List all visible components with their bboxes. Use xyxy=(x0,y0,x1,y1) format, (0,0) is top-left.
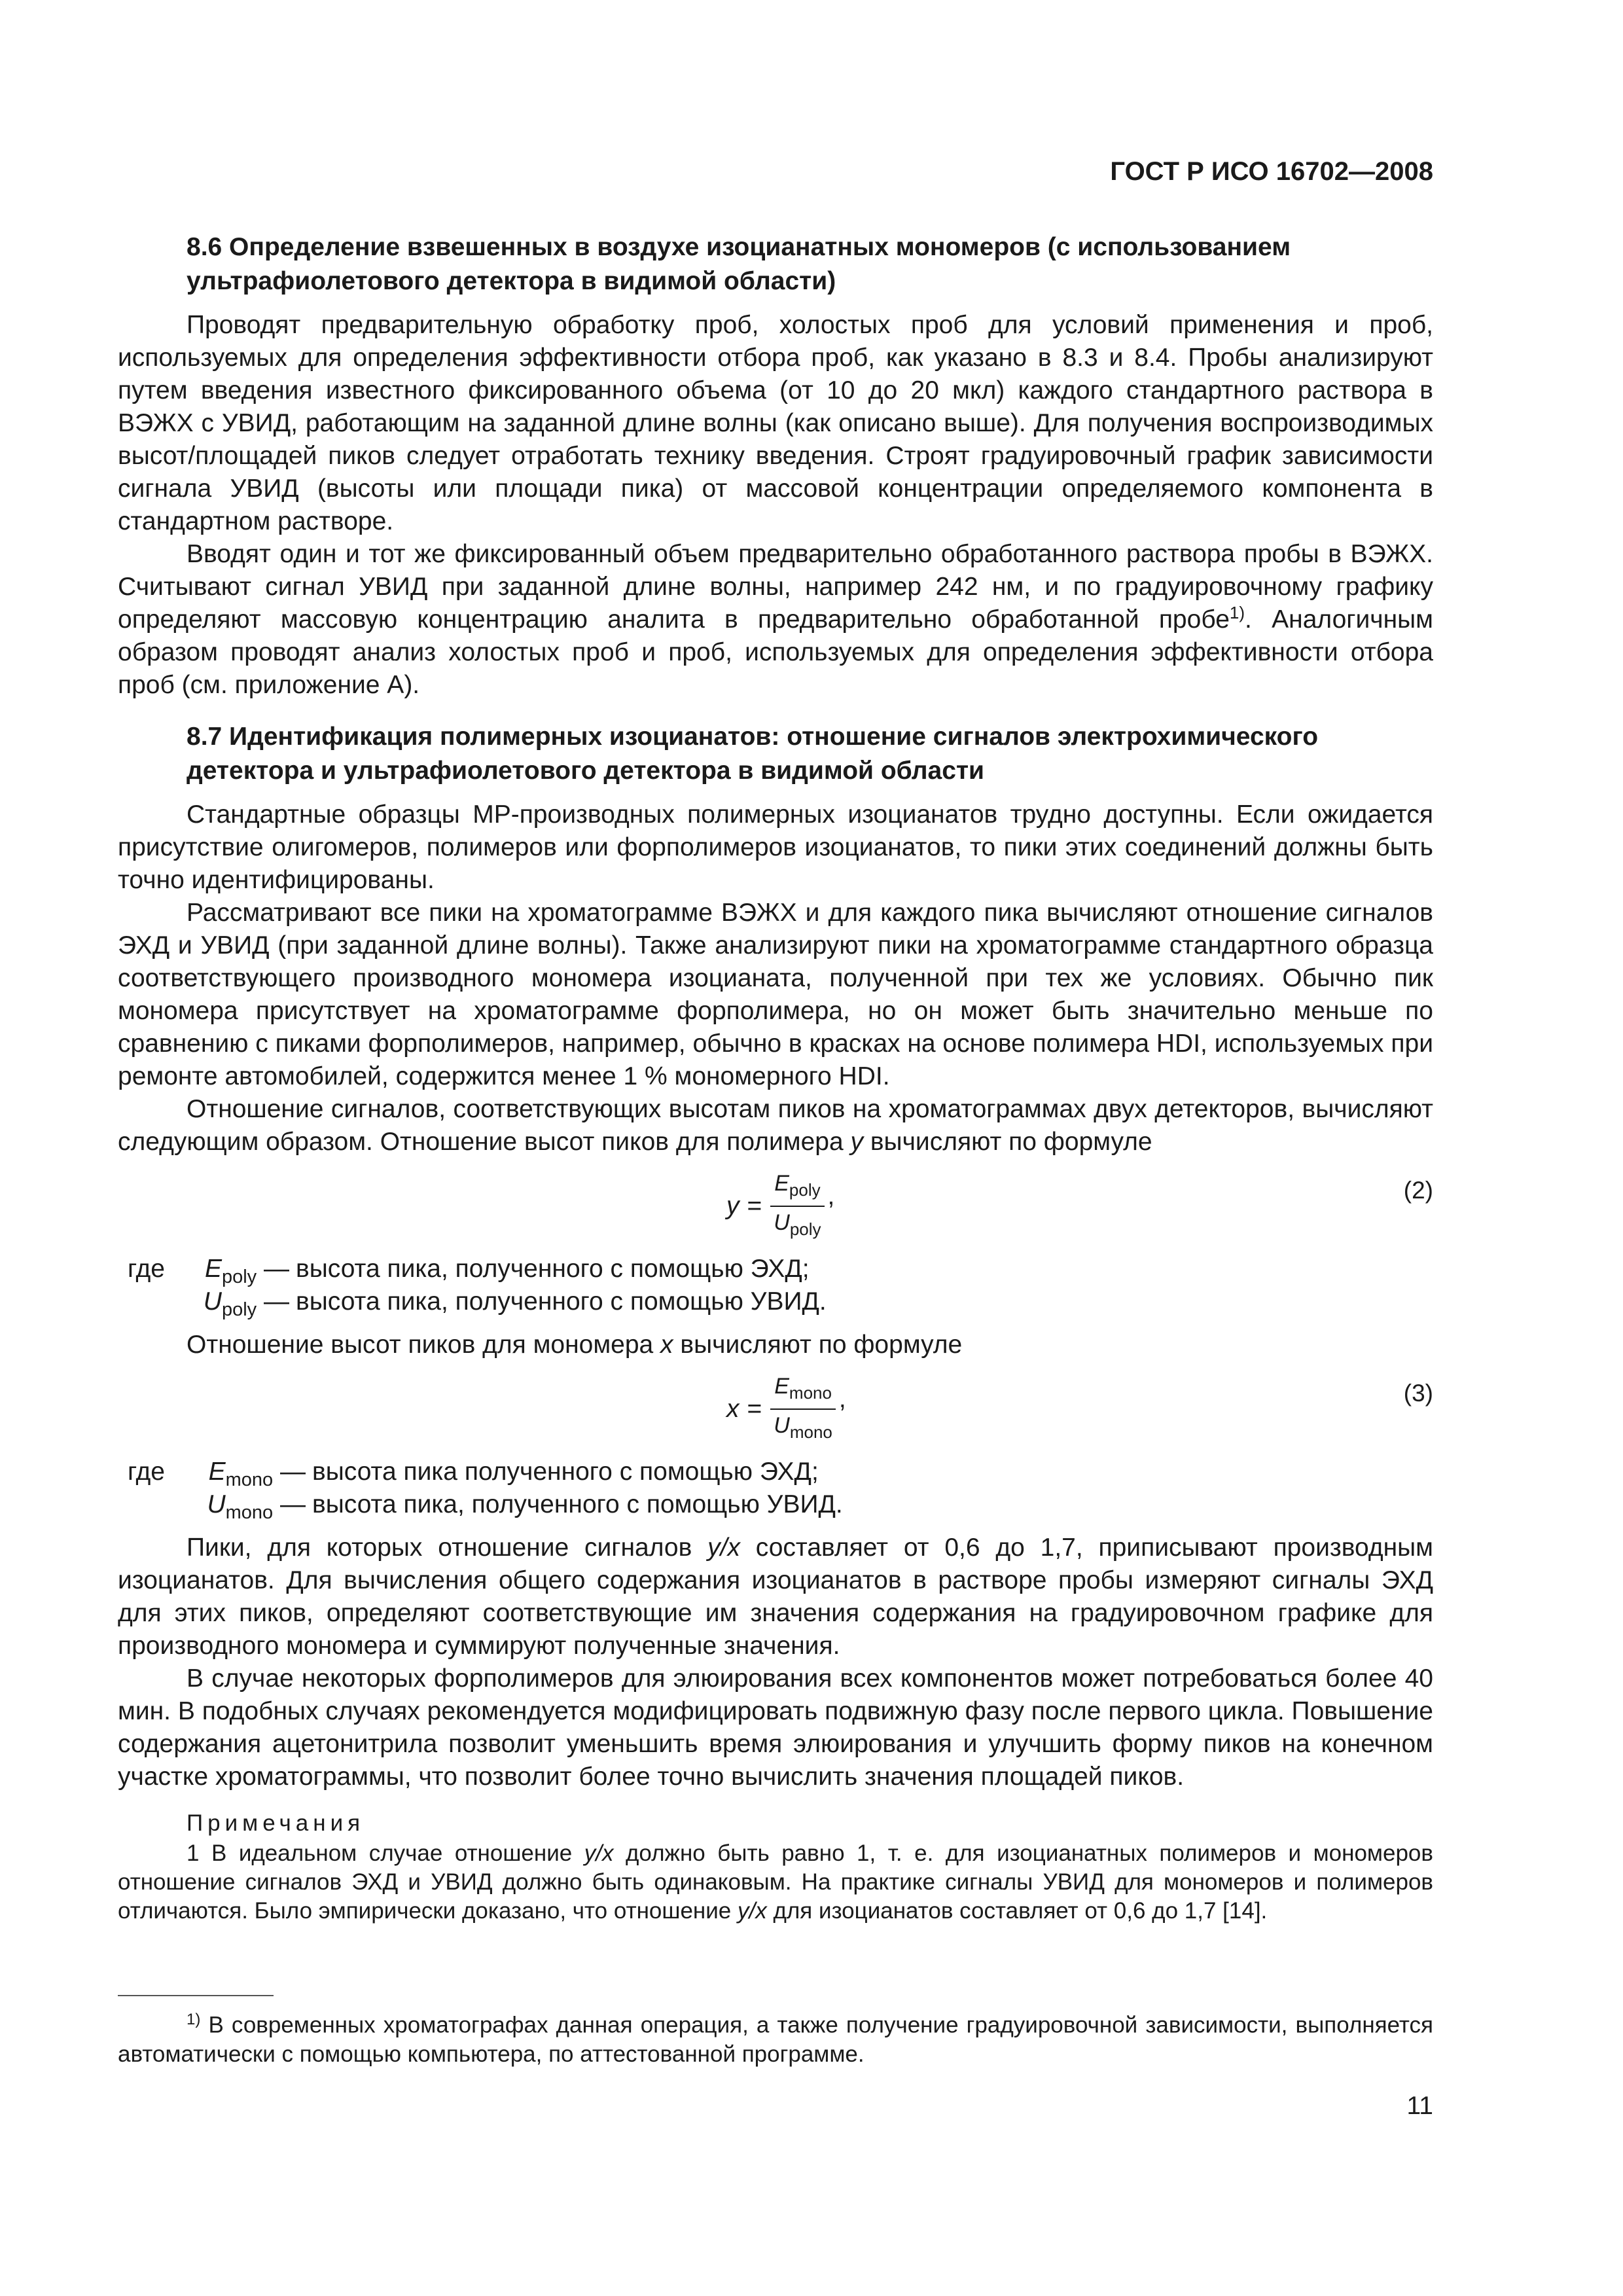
page-content xyxy=(118,230,1433,1926)
legend-row: где $E_{poly}$ — высота пика, полученного с помощью ЭХД; xyxy=(128,1255,810,1287)
formula-legend-2 xyxy=(118,1253,1433,1318)
page-number: 11 xyxy=(1406,2092,1433,2120)
paragraph: Пики, для которых отношение сигналов y/x составляет от 0,6 до 1,7, приписывают производным изоцианатов. Для вычисления общего содержания изоцианатов в растворе пробы измеряют сигналы ЭХД для этих пиков, определяют соответствующие им значения содержания на градуировочном графике для производного мономера и суммируют полученные значения. xyxy=(118,1534,1433,1660)
formula-fraction: $\frac{E_{mono}}{U_{mono}}$ xyxy=(770,1373,836,1445)
paragraph: Вводят один и тот же фиксированный объем предварительно обработанного раствора пробы в ВЭЖХ. Считывают сигнал УВИД при заданной длине волны, например 242 нм, и по градуировочному графику определяют массовую концентрацию аналита в предварительно обработанной пробе$^{1)}$. Аналогичным образом проводят анализ холостых проб и проб, используемых для определения эффективности отбора проб (см. приложение А). xyxy=(118,540,1433,699)
formula-legend-3 xyxy=(118,1456,1433,1521)
formula-equals: = xyxy=(747,1192,762,1220)
section-heading-8-6: 8.6 Определение взвешенных в воздухе изоцианатных мономеров (с использованием ультрафиолетового детектора в видимой области) xyxy=(187,233,1291,295)
footnote-marker: 1) xyxy=(187,2011,201,2028)
notes-title: Примечания xyxy=(187,1810,365,1836)
paragraph: Стандартные образцы МР-производных полимерных изоцианатов трудно доступны. Если ожидается присутствие олигомеров, полимеров или форполимеров изоцианатов, то пики этих соединений должны быть точно идентифицированы. xyxy=(118,800,1433,894)
paragraph: В случае некоторых форполимеров для элюирования всех компонентов может потребоваться более 40 мин. В подобных случаях рекомендуется модифицировать подвижную фазу после первого цикла. Повышение содержания ацетонитрила позволит уменьшить время элюирования и улучшить форму пиков на конечном участке хроматограммы, что позволит более точно вычислить значения площадей пиков. xyxy=(118,1664,1433,1791)
formula-lhs: y xyxy=(726,1192,740,1220)
note-1: 1 В идеальном случае отношение y/x должно быть равно 1, т. е. для изоцианатных полимеров и мономеров отношение сигналов ЭХД и УВИД должно быть одинаковым. На практике сигналы УВИД для мономеров и полимеров отличаются. Было эмпирически доказано, что отношение y/x для изоцианатов составляет от 0,6 до 1,7 [14]. xyxy=(118,1840,1433,1924)
formula-2: y = $\frac{E_{poly}}{U_{poly}}$ , (2) xyxy=(118,1168,1433,1245)
legend-row: $U_{poly}$ — высота пика, полученного с помощью УВИД. xyxy=(203,1287,827,1320)
paragraph: Отношение высот пиков для мономера x вычисляют по формуле xyxy=(187,1331,963,1359)
formula-fraction: $\frac{E_{poly}}{U_{poly}}$ xyxy=(770,1170,825,1242)
footnote-ref: 1) xyxy=(1229,603,1245,622)
formula-3: x = $\frac{E_{mono}}{U_{mono}}$ , (3) xyxy=(118,1371,1433,1448)
footnote-separator xyxy=(118,1995,274,1996)
footnote: $^{1)}$ В современных хроматографах данная операция, а также получение градуировочной зависимости, выполняется автоматически с помощью компьютера, по аттестованной программе. xyxy=(118,2011,1433,2067)
standard-code-header: ГОСТ Р ИСО 16702—2008 xyxy=(1110,157,1433,186)
legend-row: $U_{mono}$ — высота пика, полученного с помощью УВИД. xyxy=(207,1490,843,1523)
formula-number: (2) xyxy=(1403,1177,1433,1204)
legend-row: где $E_{mono}$ — высота пика полученного с помощью ЭХД; xyxy=(128,1458,819,1490)
formula-number: (3) xyxy=(1403,1380,1433,1407)
formula-lhs: x xyxy=(726,1395,740,1423)
section-heading-8-7: 8.7 Идентификация полимерных изоцианатов: отношение сигналов электрохимического детектора и ультрафиолетового детектора в видимой области xyxy=(187,723,1319,785)
paragraph: Отношение сигналов, соответствующих высотам пиков на хроматограммах двух детекторов, вычисляют следующим образом. Отношение высот пиков для полимера y вычисляют по формуле xyxy=(118,1095,1433,1156)
paragraph: Проводят предварительную обработку проб, холостых проб для условий применения и проб, используемых для определения эффективности отбора проб, как указано в 8.3 и 8.4. Пробы анализируют путем введения известного фиксированного объема (от 10 до 20 мкл) каждого стандартного раствора в ВЭЖХ с УВИД, работающим на заданной длине волны (как описано выше). Для получения воспроизводимых высот/площадей пиков следует отработать технику введения. Строят градуировочный график зависимости сигнала УВИД (высоты или площади пика) от массовой концентрации определяемого компонента в стандартном растворе. xyxy=(118,311,1433,535)
paragraph: Рассматривают все пики на хроматограмме ВЭЖХ и для каждого пика вычисляют отношение сигналов ЭХД и УВИД (при заданной длине волны). Также анализируют пики на хроматограмме стандартного образца соответствующего производного мономера изоцианата, полученной при тех же условиях. Обычно пик мономера присутствует на хроматограмме форполимера, но он может быть значительно меньше по сравнению с пиками форполимеров, например, обычно в красках на основе полимера HDI, используемых при ремонте автомобилей, содержится менее 1 % мономерного HDI. xyxy=(118,899,1433,1090)
formula-equals: = xyxy=(747,1395,762,1423)
